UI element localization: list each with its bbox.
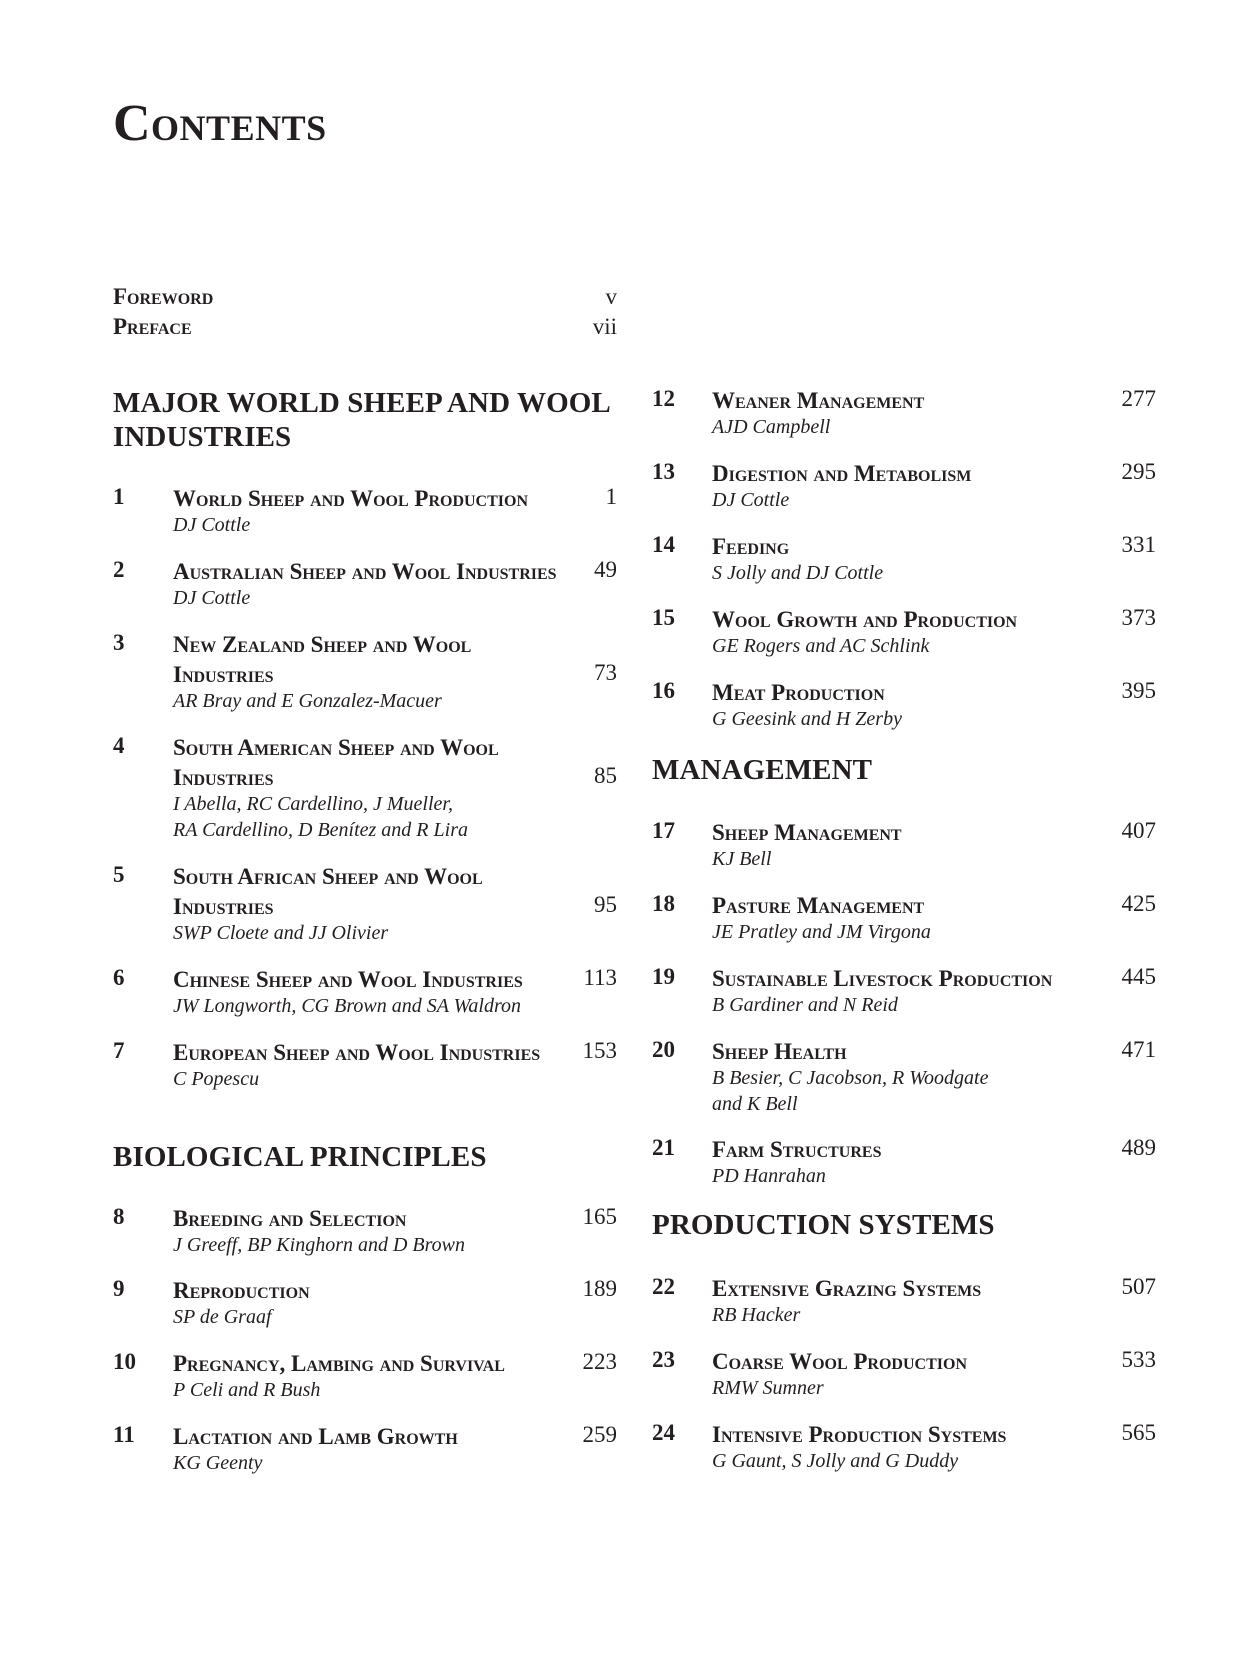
toc-entry-foreword[interactable]	[113, 282, 617, 312]
chapter-authors: AR Bray and E Gonzalez-Macuer	[173, 690, 442, 712]
chapter-page: 373	[1121, 605, 1156, 630]
chapter-page: 489	[1121, 1135, 1156, 1160]
chapter-authors: G Geesink and H Zerby	[712, 708, 902, 730]
chapter-page: 407	[1121, 818, 1156, 843]
chapter-number: 12	[652, 386, 675, 411]
chapter-page: 295	[1121, 459, 1156, 484]
chapter-authors: JE Pratley and JM Virgona	[712, 921, 931, 943]
chapter-body	[712, 386, 1156, 440]
chapter-number: 21	[652, 1135, 675, 1160]
chapter-number: 8	[113, 1204, 125, 1229]
chapter-authors: and K Bell	[712, 1093, 798, 1115]
chapter-title: Australian Sheep and Wool Industries	[173, 559, 557, 584]
chapter-page: 277	[1121, 386, 1156, 411]
chapter-title: World Sheep and Wool Production	[173, 486, 529, 511]
chapter-page: 445	[1121, 964, 1156, 989]
chapter-body	[173, 1038, 617, 1092]
chapter-body	[712, 532, 1156, 586]
page-title: Contents	[113, 95, 327, 152]
chapter-authors: S Jolly and DJ Cottle	[712, 562, 884, 584]
chapter-number: 10	[113, 1349, 136, 1374]
chapter-body	[173, 1422, 617, 1476]
chapter-body	[173, 862, 617, 946]
chapter-title: Pregnancy, Lambing and Survival	[173, 1351, 505, 1376]
chapter-page: 153	[582, 1038, 617, 1063]
chapter-page: 113	[583, 965, 617, 990]
chapter-body	[173, 1204, 617, 1258]
front-matter	[113, 282, 617, 342]
entry-page: v	[605, 284, 617, 309]
chapter-number: 2	[113, 557, 125, 582]
chapter-title: South American Sheep and Wool Industries	[173, 735, 499, 790]
chapter-authors: DJ Cottle	[712, 489, 790, 511]
chapter-page: 425	[1121, 891, 1156, 916]
chapter-authors: I Abella, RC Cardellino, J Mueller,	[173, 793, 453, 815]
chapter-title: South African Sheep and Wool Industries	[173, 864, 483, 919]
chapter-authors: GE Rogers and AC Schlink	[712, 635, 930, 657]
chapter-number: 9	[113, 1276, 125, 1301]
section-heading: MANAGEMENT	[652, 754, 873, 786]
chapter-page: 331	[1121, 532, 1156, 557]
chapter-body	[173, 965, 617, 1019]
chapter-title: Coarse Wool Production	[712, 1349, 967, 1374]
section-heading: MAJOR WORLD SHEEP AND WOOL INDUSTRIES	[113, 387, 610, 453]
entry-page: vii	[592, 314, 617, 339]
chapter-page: 223	[582, 1349, 617, 1374]
chapter-page: 507	[1121, 1274, 1156, 1299]
chapter-number: 11	[113, 1422, 135, 1447]
chapter-authors: J Greeff, BP Kinghorn and D Brown	[173, 1234, 466, 1256]
chapter-authors: P Celi and R Bush	[173, 1379, 321, 1401]
chapter-authors: AJD Campbell	[712, 416, 831, 438]
chapter-page: 73	[594, 660, 617, 685]
chapter-title: Pasture Management	[712, 893, 925, 918]
section-heading: PRODUCTION SYSTEMS	[652, 1209, 995, 1241]
chapter-body	[712, 605, 1156, 659]
chapter-body	[173, 557, 617, 611]
chapter-title: Intensive Production Systems	[712, 1422, 1007, 1447]
chapter-number: 15	[652, 605, 675, 630]
chapter-title: Digestion and Metabolism	[712, 461, 972, 486]
chapter-authors: B Besier, C Jacobson, R Woodgate	[712, 1067, 989, 1089]
chapter-title: Feeding	[712, 534, 790, 559]
chapter-title: Meat Production	[712, 680, 885, 705]
chapter-body	[173, 1349, 617, 1403]
toc-entry-preface[interactable]	[113, 312, 617, 342]
chapter-authors: C Popescu	[173, 1068, 260, 1090]
chapter-authors: JW Longworth, CG Brown and SA Waldron	[173, 995, 521, 1017]
chapter-title: New Zealand Sheep and Wool Industries	[173, 632, 472, 687]
chapter-authors: DJ Cottle	[173, 514, 251, 536]
chapter-page: 95	[594, 892, 617, 917]
chapter-page: 395	[1121, 678, 1156, 703]
chapter-number: 20	[652, 1037, 675, 1062]
chapter-number: 19	[652, 964, 675, 989]
chapter-number: 4	[113, 733, 125, 758]
entry-title: Preface	[113, 314, 192, 339]
chapter-title: Wool Growth and Production	[712, 607, 1018, 632]
chapter-body	[712, 459, 1156, 513]
chapter-body	[712, 1420, 1156, 1474]
chapter-body	[712, 678, 1156, 732]
chapter-title: Reproduction	[173, 1278, 310, 1303]
chapter-body	[712, 1347, 1156, 1401]
chapter-title: Sheep Management	[712, 820, 902, 845]
chapter-number: 22	[652, 1274, 675, 1299]
chapter-page: 565	[1121, 1420, 1156, 1445]
chapter-authors: RB Hacker	[712, 1304, 801, 1326]
chapter-body	[712, 1135, 1156, 1189]
chapter-title: Breeding and Selection	[173, 1206, 407, 1231]
chapter-title: European Sheep and Wool Industries	[173, 1040, 541, 1065]
chapter-number: 17	[652, 818, 675, 843]
chapter-authors: B Gardiner and N Reid	[712, 994, 898, 1016]
chapter-page: 259	[582, 1422, 617, 1447]
chapter-number: 7	[113, 1038, 125, 1063]
chapter-number: 1	[113, 484, 125, 509]
chapter-number: 6	[113, 965, 125, 990]
chapter-number: 3	[113, 630, 125, 655]
chapter-body	[712, 891, 1156, 945]
chapter-number: 13	[652, 459, 675, 484]
chapter-number: 24	[652, 1420, 675, 1445]
chapter-authors: DJ Cottle	[173, 587, 251, 609]
chapter-number: 16	[652, 678, 675, 703]
chapter-title: Sheep Health	[712, 1039, 847, 1064]
chapter-authors: KJ Bell	[712, 848, 772, 870]
chapter-authors: PD Hanrahan	[712, 1165, 826, 1187]
chapter-body	[173, 733, 617, 843]
chapter-title: Sustainable Livestock Production	[712, 966, 1053, 991]
chapter-body	[712, 1037, 1156, 1117]
chapter-body	[173, 1276, 617, 1330]
chapter-title: Extensive Grazing Systems	[712, 1276, 982, 1301]
chapter-body	[173, 484, 617, 538]
chapter-page: 533	[1121, 1347, 1156, 1372]
chapter-authors: G Gaunt, S Jolly and G Duddy	[712, 1450, 959, 1472]
chapter-number: 23	[652, 1347, 675, 1372]
chapter-title: Weaner Management	[712, 388, 925, 413]
chapter-page: 165	[582, 1204, 617, 1229]
chapter-body	[712, 1274, 1156, 1328]
chapter-page: 189	[582, 1276, 617, 1301]
chapter-body	[712, 964, 1156, 1018]
chapter-authors: RMW Sumner	[712, 1377, 824, 1399]
chapter-body	[173, 630, 617, 714]
chapter-number: 14	[652, 532, 675, 557]
chapter-page: 471	[1121, 1037, 1156, 1062]
chapter-authors: SWP Cloete and JJ Olivier	[173, 922, 389, 944]
chapter-number: 5	[113, 862, 125, 887]
section-heading: BIOLOGICAL PRINCIPLES	[113, 1141, 487, 1173]
chapter-authors: KG Geenty	[173, 1452, 263, 1474]
chapter-title: Lactation and Lamb Growth	[173, 1424, 458, 1449]
chapter-number: 18	[652, 891, 675, 916]
chapter-authors: SP de Graaf	[173, 1306, 272, 1328]
chapter-body	[712, 818, 1156, 872]
chapter-title: Farm Structures	[712, 1137, 882, 1162]
chapter-page: 49	[594, 557, 617, 582]
chapter-authors: RA Cardellino, D Benítez and R Lira	[173, 819, 468, 841]
chapter-title: Chinese Sheep and Wool Industries	[173, 967, 523, 992]
chapter-page: 1	[605, 484, 617, 509]
chapter-page: 85	[594, 763, 617, 788]
entry-title: Foreword	[113, 284, 214, 309]
